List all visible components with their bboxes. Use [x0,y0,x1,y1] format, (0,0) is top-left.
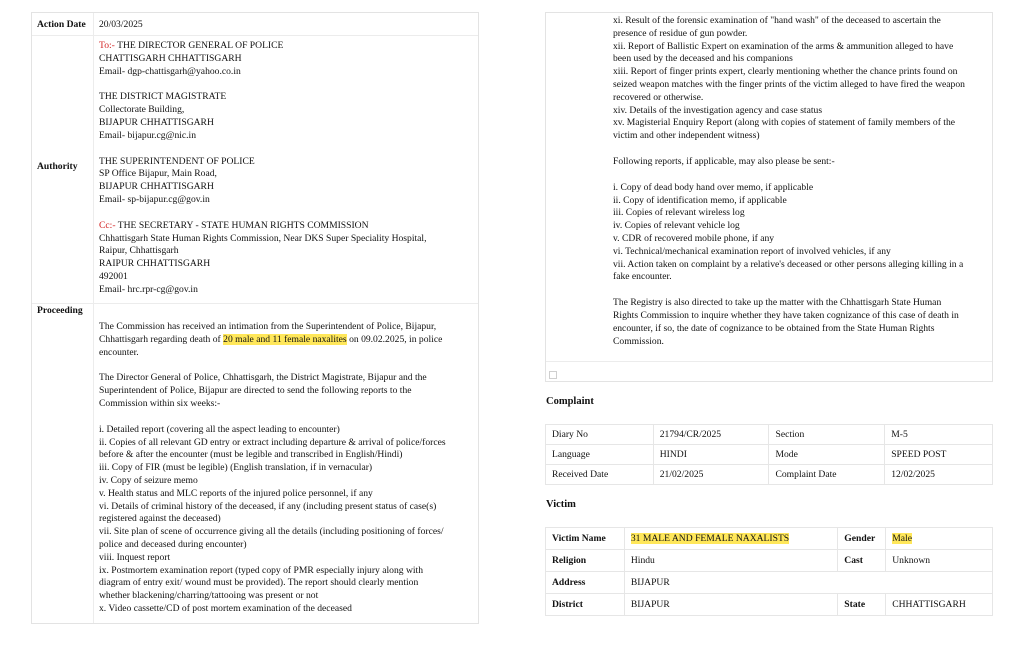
paragraph-line: Commission. [613,335,664,347]
mode-label: Mode [769,445,885,465]
section-value: M-5 [885,425,993,445]
diary-no-label: Diary No [546,425,654,445]
list-item: vi. Technical/mechanical examination report of involved vehicles, if any [613,245,891,257]
proceeding-line: Chhattisgarh regarding death of [99,333,224,345]
list-item: iv. Copy of seizure memo [99,474,198,486]
section-label: Section [769,425,885,445]
list-item: v. CDR of recovered mobile phone, if any [613,232,775,244]
complaint-date-label: Complaint Date [769,465,885,485]
cc-line: 492001 [99,270,128,282]
table-row [546,445,993,465]
list-item: xii. Report of Ballistic Expert on examination of the arms & ammunition alleged to have [613,40,954,52]
to-line: THE DIRECTOR GENERAL OF POLICE [117,40,284,51]
proceeding-continuation[interactable] [545,12,993,382]
district-label: District [546,594,625,616]
list-item: vi. Details of criminal history of the deceased, if any (including present status of case(s) [99,500,437,512]
list-item: registered against the deceased) [99,513,221,525]
dm-line: THE DISTRICT MAGISTRATE [99,91,227,103]
to-label: To:- [99,40,115,51]
victim-name-value [624,528,837,550]
religion-label: Religion [546,550,625,572]
to-line: CHATTISGARH CHHATTISGARH [99,52,242,64]
complaint-table [545,424,993,485]
list-item: presence of residue of gun powder. [613,27,748,39]
address-value: BIJAPUR [624,572,992,594]
dm-line: BIJAPUR CHHATTISGARH [99,116,214,128]
proceeding-line: The Commission has received an intimation from the Superintendent of Police, Bijapur, [99,321,437,332]
gender-label: Gender [838,528,886,550]
table-row [546,425,993,445]
report-list [613,15,991,143]
table-row [546,594,993,616]
victim-name-label: Victim Name [546,528,625,550]
table-row [546,550,993,572]
list-item: ix. Postmortem examination report (typed copy of PMR especially injury along with [99,564,423,576]
district-value: BIJAPUR [624,594,837,616]
language-value: HINDI [653,445,769,465]
list-item: vii. Site plan of scene of occurrence giving all the details (including positioning of forces/ [99,526,444,538]
authority-block [99,40,477,297]
action-date-label: Action Date [37,19,86,30]
list-item: xi. Result of the forensic examination of "hand wash" of the deceased to ascertain the [613,15,941,26]
dm-email: Email- bijapur.cg@nic.in [99,129,197,141]
optional-report-list [613,182,991,284]
paragraph-line: The Registry is also directed to take up the matter with the Chhattisgarh State Human [613,297,942,309]
victim-table [545,527,993,616]
paragraph-line: Rights Commission to inquire whether they have taken cognizance of this case of death in [613,309,959,321]
cc-line: THE SECRETARY - STATE HUMAN RIGHTS COMMISSION [117,219,369,231]
list-item: police and deceased during encounter) [99,538,247,550]
order-details-table [31,12,479,624]
report-list [99,424,477,616]
table-row [546,572,993,594]
proceeding-block [99,321,477,616]
registry-paragraph [613,297,991,348]
diary-no-value: 21794/CR/2025 [653,425,769,445]
gender-value [886,528,993,550]
continuation-text [613,15,991,355]
proceeding-line: The Director General of Police, Chhattisgarh, the District Magistrate, Bijapur and the [99,372,427,384]
to-email: Email- dgp-chattisgarh@yahoo.co.in [99,65,241,77]
cc-label: Cc:- [99,219,116,231]
list-item: i. Detailed report (covering all the aspect leading to encounter) [99,423,340,435]
list-item: i. Copy of dead body hand over memo, if applicable [613,181,814,193]
table-row [546,465,993,485]
action-date-value: 20/03/2025 [99,19,143,30]
list-item: viii. Inquest report [99,551,171,563]
list-item: ii. Copy of identification memo, if applicable [613,194,787,206]
list-item: iv. Copies of relevant vehicle log [613,220,740,232]
proceeding-line: encounter. [99,346,139,358]
list-item: diagram of entry exit/ wound must be provided). The report should clearly mention [99,577,419,589]
table-row [546,528,993,550]
sp-line: THE SUPERINTENDENT OF POLICE [99,155,255,167]
cc-line: RAIPUR CHHATTISGARH [99,258,211,270]
paragraph-line: encounter, if so, the date of cognizance to be obtained from the State Human Rights [613,322,935,334]
cc-line: Chhattisgarh State Human Rights Commission, Near DKS Super Speciality Hospital, [99,232,427,244]
complaint-date-value: 12/02/2025 [885,465,993,485]
received-date-label: Received Date [546,465,654,485]
list-item: been used by the deceased and his companions [613,53,793,65]
list-item: before & after the encounter (must be legible and transcribed in English/Hindi) [99,449,403,461]
proceeding-label: Proceeding [37,305,83,316]
list-item: victim and other independent witness) [613,130,760,142]
cast-label: Cast [838,550,886,572]
language-label: Language [546,445,654,465]
list-item: vii. Action taken on complaint by a relative's deceased or other persons alleging killing in a [613,258,964,270]
proceeding-line: on 09.02.2025, in police [346,333,443,345]
sp-email: Email- sp-bijapur.cg@gov.in [99,193,210,205]
victim-name-highlight: 31 MALE AND FEMALE NAXALISTS [630,533,790,544]
state-value: CHHATTISGARH [886,594,993,616]
following-heading: Following reports, if applicable, may also please be sent:- [613,155,835,167]
gender-highlight: Male [892,533,912,544]
list-item: whether blackening/charring/tattooing was present or not [99,590,319,602]
list-item: iii. Copy of FIR (must be legible) (English translation, if in vernacular) [99,462,373,474]
cc-line: Raipur, Chhattisgarh [99,245,179,257]
proceeding-line: Superintendent of Police, Bijapur are directed to send the following reports to the [99,385,412,397]
list-item: xv. Magisterial Enquiry Report (along with copies of statement of family members of the [613,117,956,129]
authority-label: Authority [37,161,78,172]
sp-line: BIJAPUR CHHATTISGARH [99,181,214,193]
list-item: v. Health status and MLC reports of the injured police personnel, if any [99,487,373,499]
cast-value: Unknown [886,550,993,572]
list-item: iii. Copies of relevant wireless log [613,207,745,219]
sp-line: SP Office Bijapur, Main Road, [99,168,217,180]
highlight-victims: 20 male and 11 female naxalites [223,333,347,345]
received-date-value: 21/02/2025 [653,465,769,485]
list-item: xiv. Details of the investigation agency and case status [613,104,823,116]
divider [546,361,993,362]
list-item: fake encounter. [613,271,672,283]
mode-value: SPEED POST [885,445,993,465]
religion-value: Hindu [624,550,837,572]
list-item: seized weapon matches with the finger prints of the victim alleged to have fired the weapon [613,78,965,90]
proceeding-line: Commission within six weeks:- [99,397,221,409]
list-item: ii. Copies of all relevant GD entry or extract including departure & arrival of police/forces [99,436,446,448]
complaint-heading: Complaint [546,396,594,407]
cc-email: Email- hrc.rpr-cg@gov.in [99,283,198,295]
address-label: Address [546,572,625,594]
list-item: x. Video cassette/CD of post mortem examination of the deceased [99,602,352,614]
state-label: State [838,594,886,616]
victim-heading: Victim [546,499,576,510]
resize-handle-icon[interactable] [549,371,557,379]
dm-line: Collectorate Building, [99,104,185,116]
list-item: xiii. Report of finger prints expert, clearly mentioning whether the chance prints found on [613,66,958,78]
list-item: recovered or otherwise. [613,91,704,103]
